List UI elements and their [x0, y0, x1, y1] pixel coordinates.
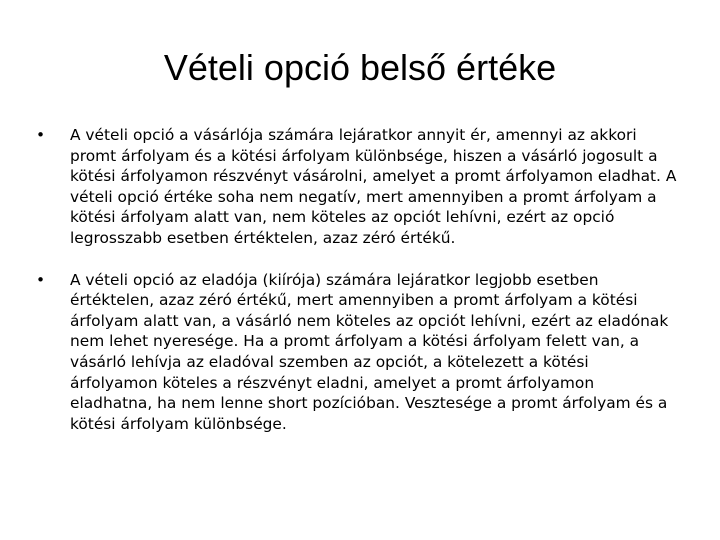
bullet-icon: •	[36, 126, 46, 144]
bullet-list	[36, 125, 680, 434]
bullet-item	[36, 270, 680, 435]
bullet-item	[36, 125, 680, 249]
bullet-icon: •	[36, 270, 46, 289]
bullet-text: A vételi opció a vásárlója számára lejáratkor annyit ér, amennyi az akkori promt árfolyam és a kötési árfolyam különbsége, hiszen a vásárló jogosult a kötési árfolyamon részvényt vásárolni, amelyet a promt árfolyamon eladhat. A vételi opció értéke soha nem negatív, mert amennyiben a promt árfolyam a kötési árfolyam alatt van, nem köteles az opciót lehívni, ezért az opció legrosszabb esetben értéktelen, azaz zéró értékű.	[70, 126, 677, 247]
bullet-text: A vételi opció az eladója (kiírója) számára lejáratkor legjobb esetben értéktelen, azaz zéró értékű, mert amennyiben a promt árfolyam a kötési árfolyam alatt van, a vásárló nem köteles az opciót lehívni, ezért az eladónak nem lehet nyeresége. Ha a promt árfolyam a kötési árfolyam felett van, a vásárló lehívja az eladóval szemben az opciót, a kötelezett a kötési árfolyamon köteles a részvényt eladni, amelyet a promt árfolyamon eladhatna, ha nem lenne short pozícióban. Vesztesége a promt árfolyam és a kötési árfolyam különbsége.	[70, 270, 669, 433]
slide-title: Vételi opció belső értéke	[163, 47, 557, 88]
